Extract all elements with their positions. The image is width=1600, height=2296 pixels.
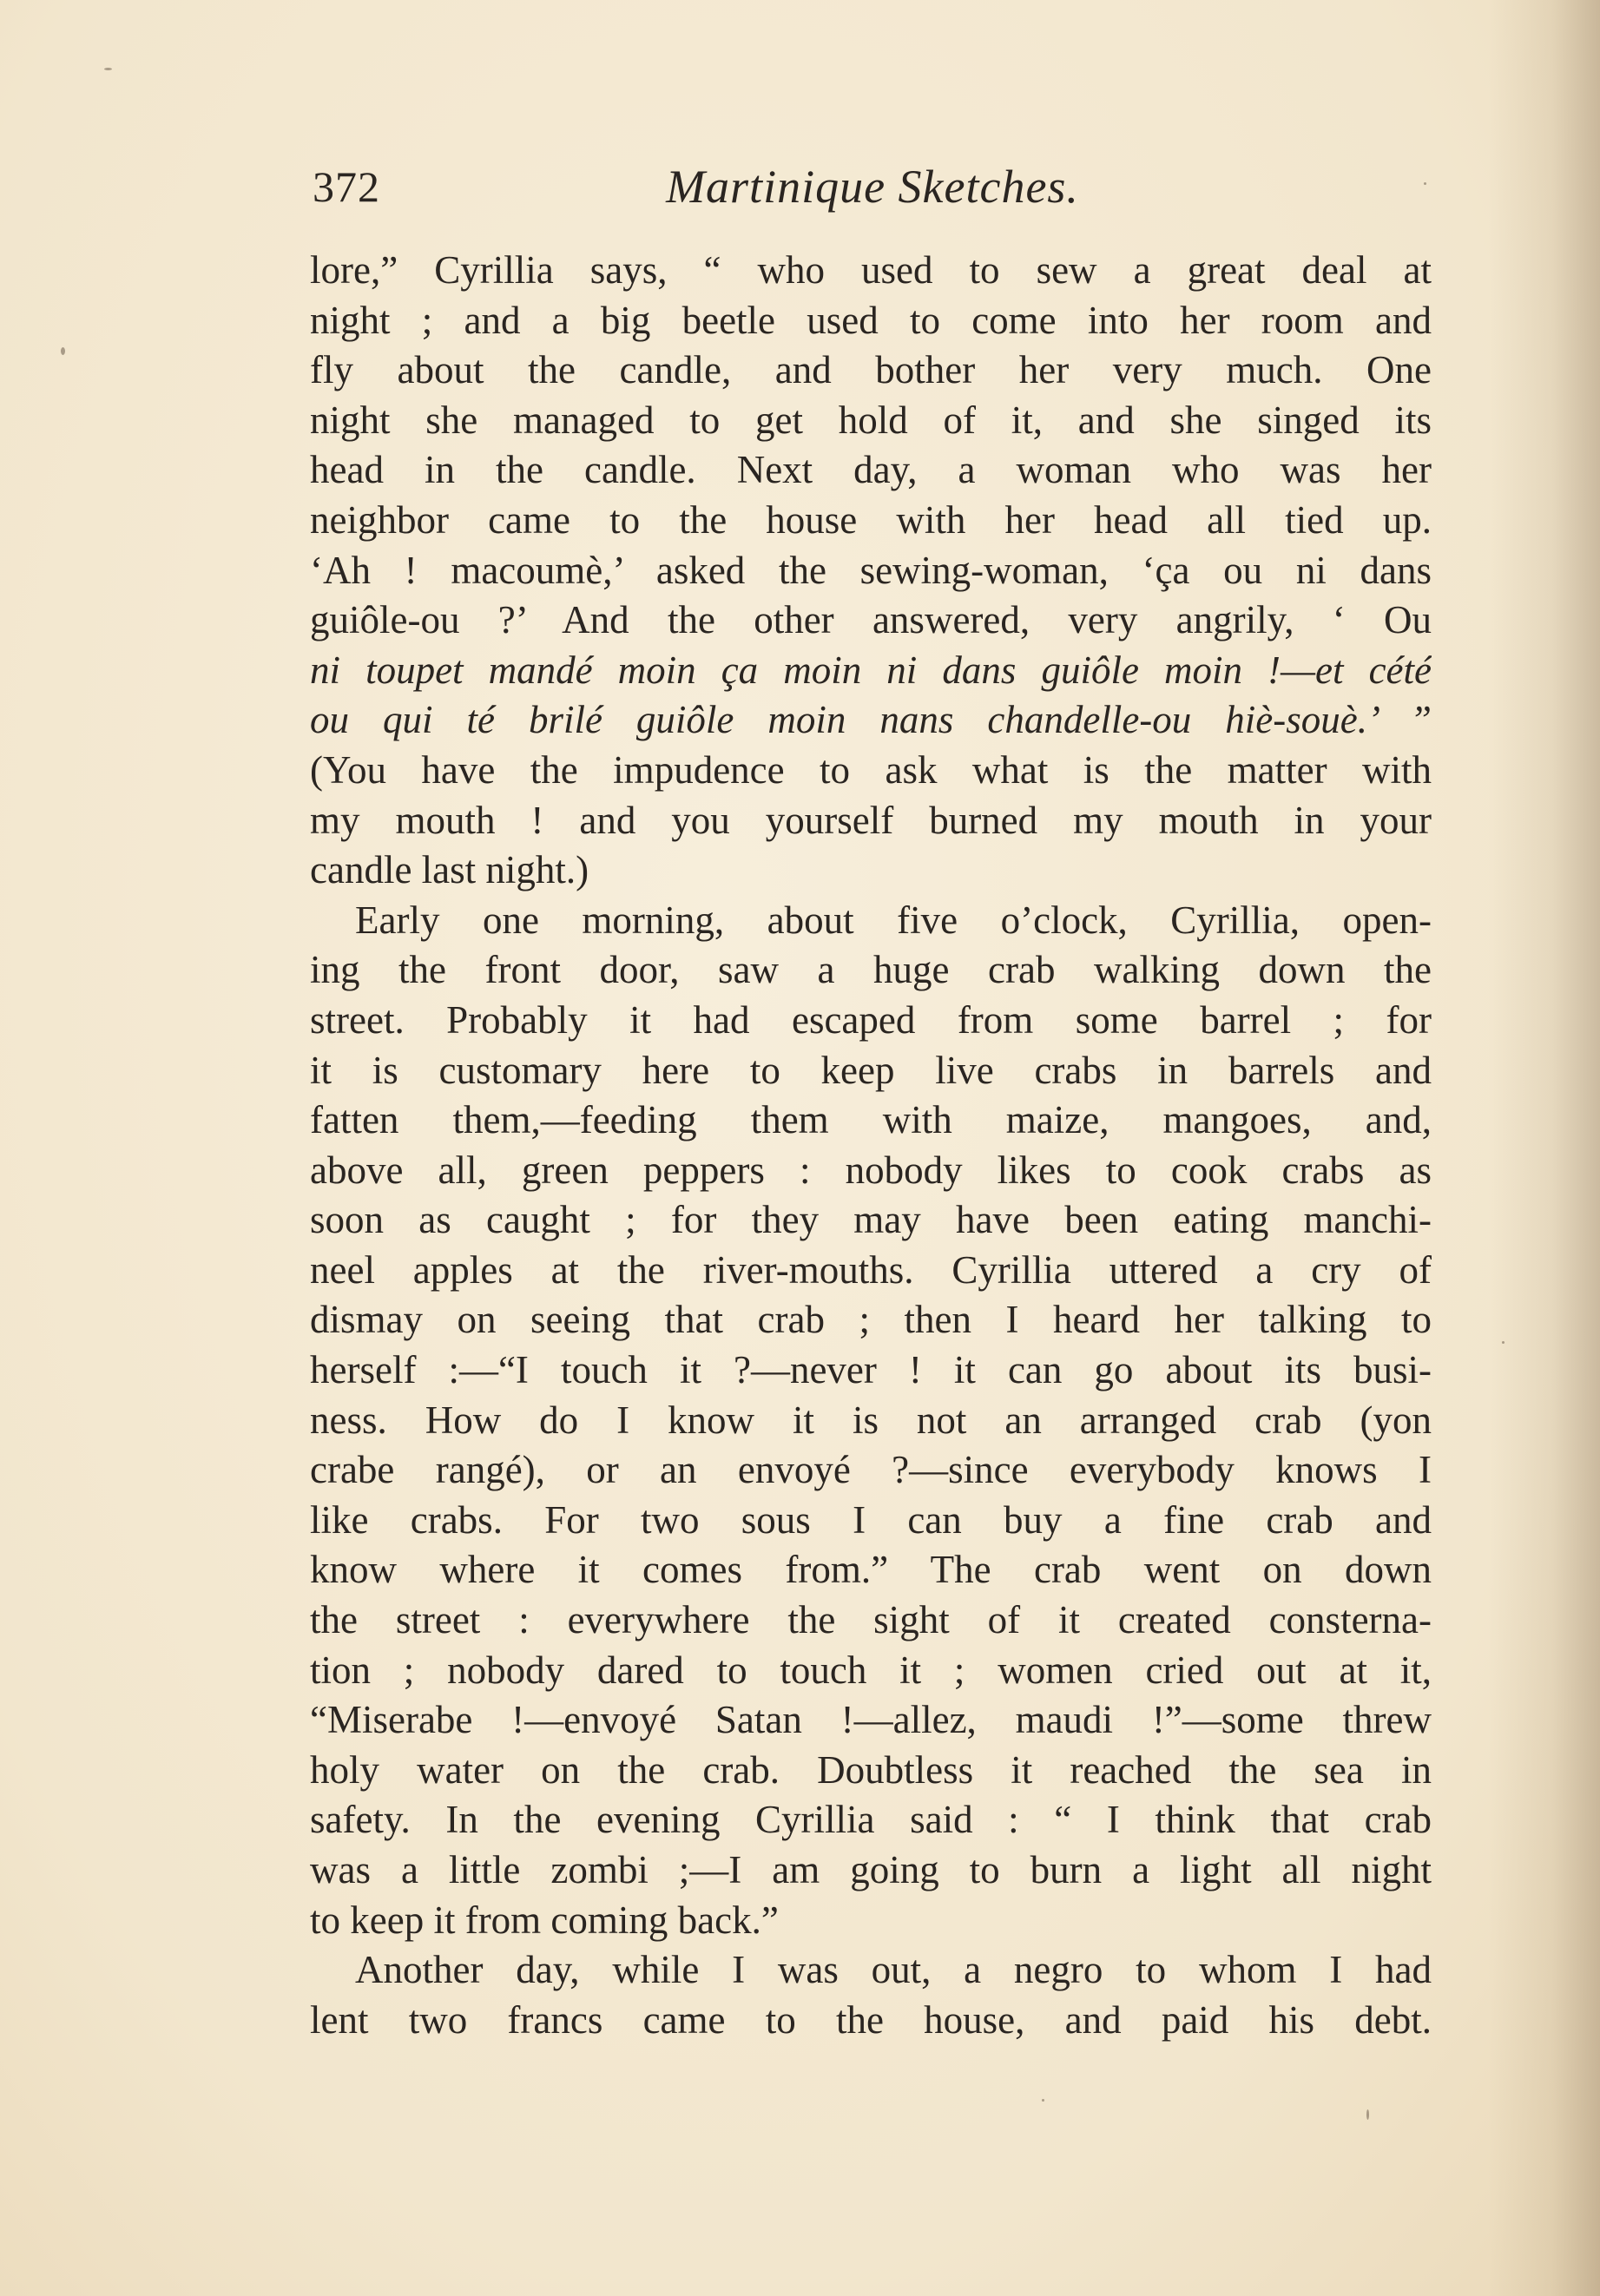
text-line: know where it comes from.” The crab went on down xyxy=(310,1548,1432,1592)
text-line: lore,” Cyrillia says, “ who used to sew a great deal at xyxy=(310,248,1432,292)
text-line: crabe rangé), or an envoyé ?—since everybody knows I xyxy=(310,1448,1432,1492)
text-line: holy water on the crab. Doubtless it reached the sea in xyxy=(310,1747,1432,1792)
text-line: guiôle-ou ?’ And the other answered, very angrily, ‘ Ou xyxy=(310,598,1432,642)
text-line: dismay on seeing that crab ; then I heard her talking to xyxy=(310,1298,1432,1342)
text-line: fly about the candle, and bother her very much. One xyxy=(310,348,1432,392)
paper-speck xyxy=(1042,2099,1044,2102)
text-line: ‘Ah ! macoumè,’ asked the sewing-woman, ‘ça ou ni dans xyxy=(310,548,1432,592)
text-line: my mouth ! and you yourself burned my mouth in your xyxy=(310,798,1432,842)
text-line: “Miserabe !—envoyé Satan !—allez, maudi !”—some threw xyxy=(310,1698,1432,1742)
text-line: tion ; nobody dared to touch it ; women cried out at it, xyxy=(310,1648,1432,1692)
paper-speck xyxy=(61,347,65,355)
text-line: ni toupet mandé moin ça moin ni dans guiôle moin !—et cété xyxy=(310,648,1432,692)
text-line: neighbor came to the house with her head all tied up. xyxy=(310,497,1432,542)
paper-speck xyxy=(104,68,112,70)
text-line: herself :—“I touch it ?—never ! it can go about its busi- xyxy=(310,1348,1432,1392)
text-line: lent two francs came to the house, and paid his debt. xyxy=(310,1997,1432,2042)
text-line: (You have the impudence to ask what is the matter with xyxy=(310,747,1432,792)
text-line: the street : everywhere the sight of it created consterna- xyxy=(310,1598,1432,1642)
text-line: above all, green peppers : nobody likes to cook crabs as xyxy=(310,1148,1432,1192)
page-header xyxy=(313,156,1432,217)
text-line: was a little zombi ;—I am going to burn a light all night xyxy=(310,1848,1432,1891)
text-line: night she managed to get hold of it, and she singed its xyxy=(310,398,1432,442)
text-line: safety. In the evening Cyrillia said : “ I think that crab xyxy=(310,1798,1432,1842)
text-line: street. Probably it had escaped from some barrel ; for xyxy=(310,997,1432,1042)
text-line: night ; and a big beetle used to come into her room and xyxy=(310,298,1432,342)
text-line: neel apples at the river-mouths. Cyrillia uttered a cry of xyxy=(310,1247,1432,1292)
text-line: soon as caught ; for they may have been eating manchi- xyxy=(310,1198,1432,1242)
text-line: head in the candle. Next day, a woman who was her xyxy=(310,448,1432,492)
text-line: ness. How do I know it is not an arranged crab (yon xyxy=(310,1398,1432,1442)
running-title: Martinique Sketches. xyxy=(666,161,1079,213)
paper-speck xyxy=(1502,1341,1505,1344)
text-line: like crabs. For two sous I can buy a fine crab and xyxy=(310,1497,1432,1542)
text-line: it is customary here to keep live crabs in barrels and xyxy=(310,1048,1432,1092)
paper-speck xyxy=(1366,2109,1369,2120)
text-line: candle last night.) xyxy=(310,848,589,892)
text-line: fatten them,—feeding them with maize, mangoes, and, xyxy=(310,1098,1432,1142)
text-line: Early one morning, about five o’clock, Cyrillia, open- xyxy=(355,898,1432,942)
page-number: 372 xyxy=(313,162,380,211)
text-line: ing the front door, saw a huge crab walking down the xyxy=(310,948,1432,992)
text-line: Another day, while I was out, a negro to whom I had xyxy=(355,1948,1432,1992)
text-line: ou qui té brilé guiôle moin nans chandelle-ou hiè-souè.’ ” xyxy=(310,698,1432,742)
paper-speck xyxy=(1424,182,1426,185)
body-text xyxy=(310,246,1432,2045)
text-line: to keep it from coming back.” xyxy=(310,1898,779,1942)
